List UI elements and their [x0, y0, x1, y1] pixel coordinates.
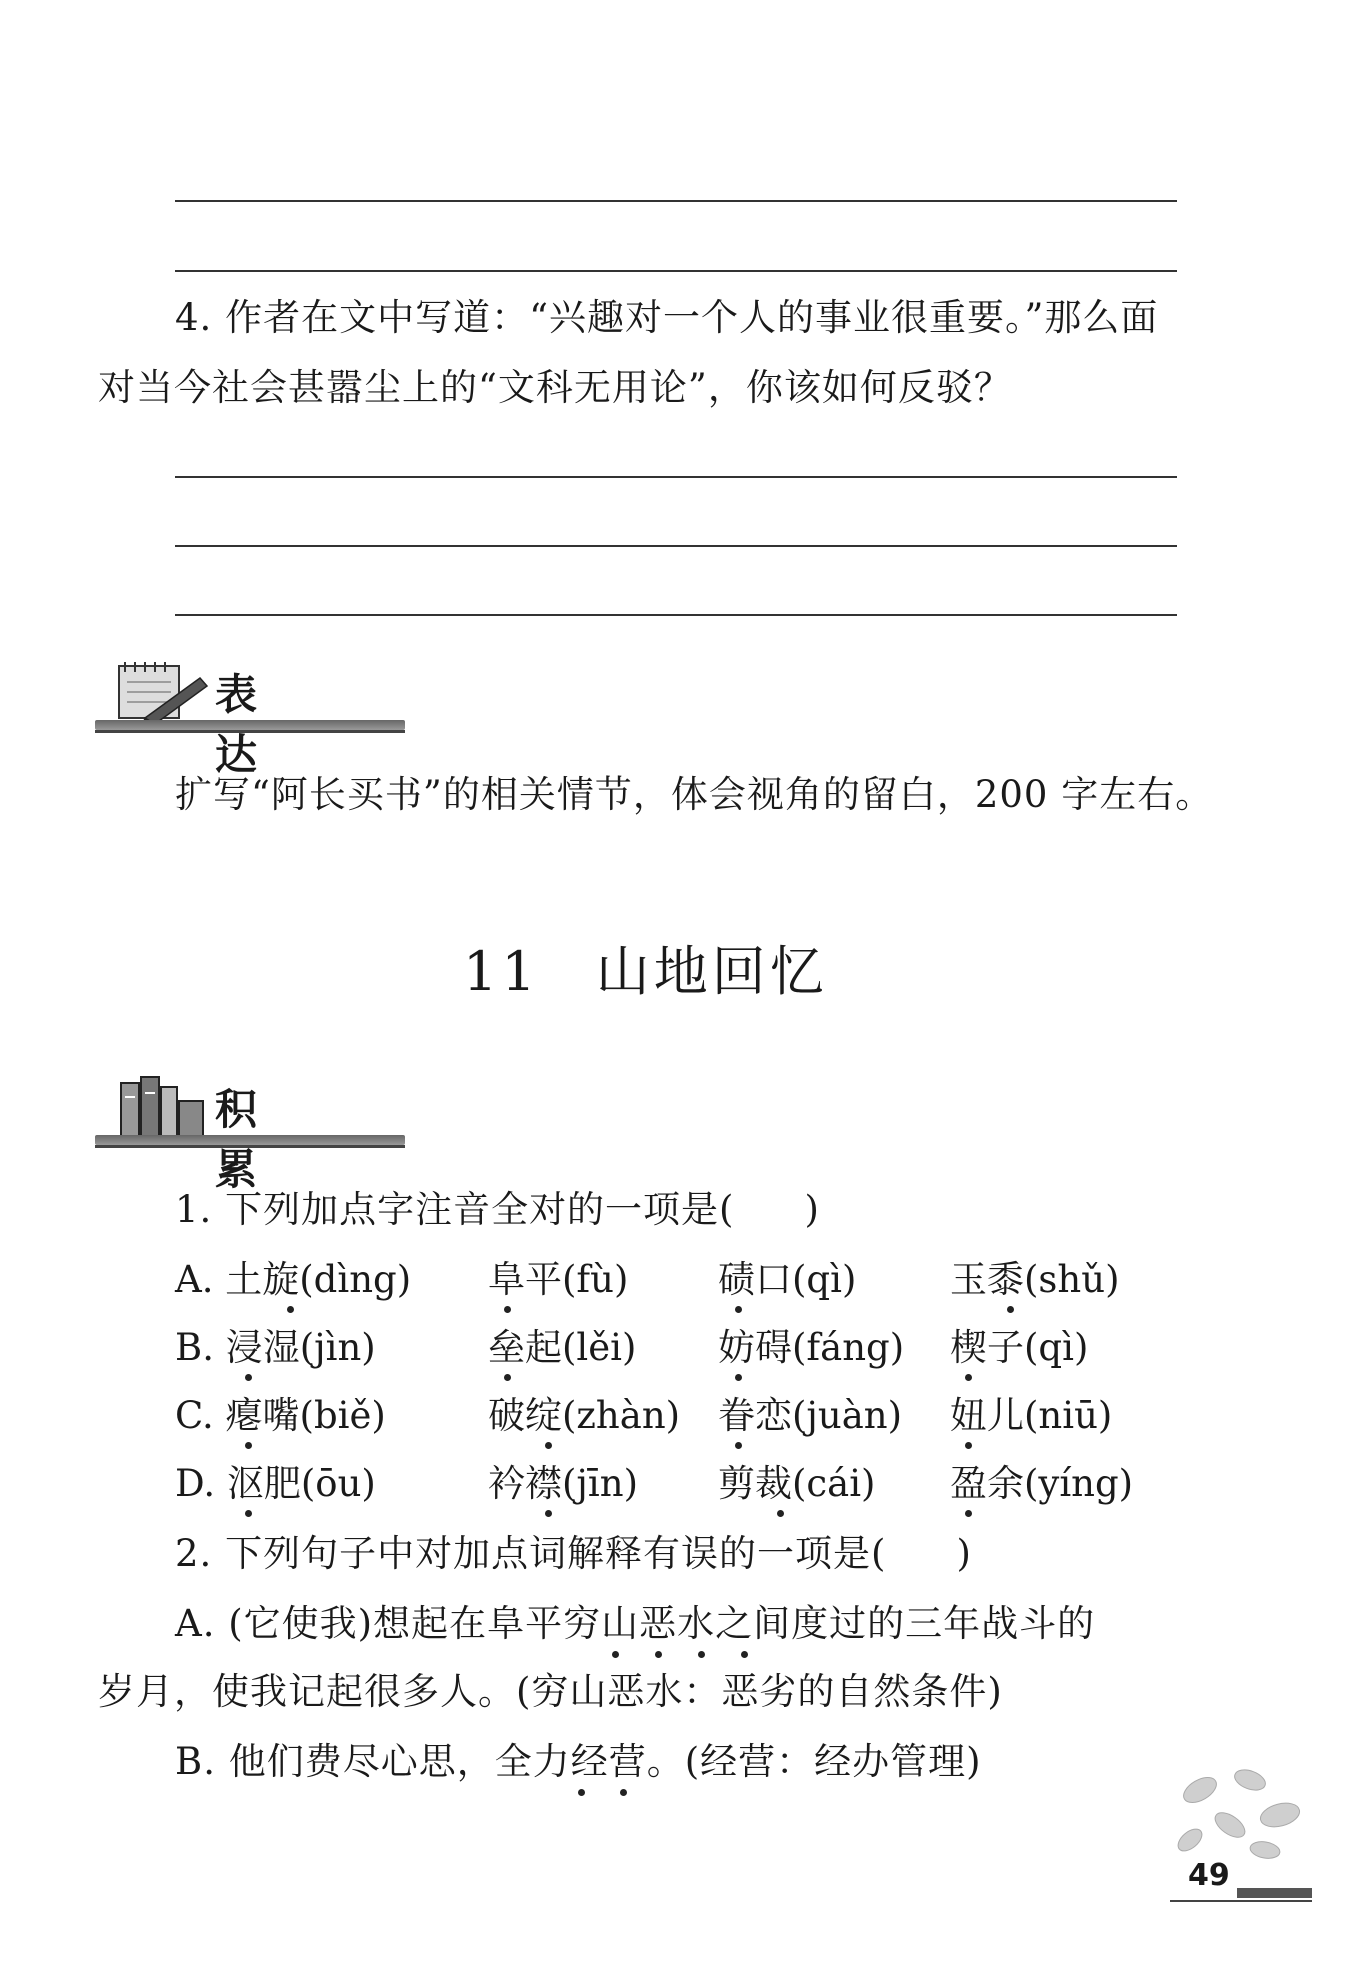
emphasis-dot [245, 1374, 252, 1381]
emphasis-dot [735, 1442, 742, 1449]
emphasis-dot [245, 1442, 252, 1449]
leaf-decoration-icon [1160, 1760, 1310, 1870]
emphasis-dot [735, 1374, 742, 1381]
mc1-option-d-2: 衿襟(jīn) [488, 1462, 639, 1505]
mc2-option-b[interactable]: B. 他们费尽心思，全力经营。(经营：经办管理) [175, 1740, 982, 1783]
answer-line[interactable] [175, 614, 1177, 616]
emphasis-dot [965, 1510, 972, 1517]
answer-line[interactable] [175, 545, 1177, 547]
emphasis-dot [1007, 1306, 1014, 1313]
mc1-option-b-2: 垒起(lěi) [488, 1326, 637, 1369]
emphasis-dot [777, 1510, 784, 1517]
mc1-option-d-4: 盈余(yíng) [950, 1462, 1134, 1505]
mc1-option-c-3: 眷恋(juàn) [718, 1394, 903, 1437]
mc1-option-a-2: 阜平(fù) [488, 1258, 629, 1301]
answer-line[interactable] [175, 200, 1177, 202]
page-number: 49 [1188, 1858, 1230, 1893]
mc1-option-b[interactable]: B. 浸湿(jìn) [175, 1326, 376, 1369]
answer-line[interactable] [175, 476, 1177, 478]
question-4-line-2: 对当今社会甚嚣尘上的“文科无用论”，你该如何反驳？ [98, 366, 1012, 409]
emphasis-dot [287, 1306, 294, 1313]
emphasis-dot [965, 1374, 972, 1381]
mc1-option-a-4: 玉黍(shǔ) [950, 1258, 1120, 1301]
emphasis-dot [735, 1306, 742, 1313]
section-title-accumulate: 积 累 [215, 1085, 298, 1194]
section-header-accumulate [95, 1075, 405, 1194]
emphasis-dot [612, 1651, 619, 1658]
mc1-option-c[interactable]: C. 瘪嘴(biě) [175, 1394, 386, 1437]
mc2-stem-text: 2. 下列句子中对加点词解释有误的一项是( [175, 1532, 887, 1575]
mc1-option-a-3: 碛口(qì) [718, 1258, 857, 1301]
mc1-option-c-2: 破绽(zhàn) [488, 1394, 681, 1437]
mc1-option-b-4: 楔子(qì) [950, 1326, 1089, 1369]
mc2-stem [175, 1532, 972, 1576]
mc2-stem-close: ) [956, 1532, 972, 1575]
page-number-bar [1237, 1888, 1312, 1898]
lesson-title [463, 940, 828, 1004]
emphasis-dot [245, 1510, 252, 1517]
mc1-option-d-3: 剪裁(cái) [718, 1462, 876, 1505]
emphasis-dot [965, 1442, 972, 1449]
question-4-line-1: 4. 作者在文中写道：“兴趣对一个人的事业很重要。”那么面 [175, 296, 1159, 339]
emphasis-dot [504, 1374, 511, 1381]
mc1-stem [175, 1188, 820, 1232]
mc2-option-a-line-1[interactable]: A. (它使我)想起在阜平穷山恶水之间度过的三年战斗的 [175, 1602, 1096, 1645]
emphasis-dot [545, 1510, 552, 1517]
page-number-rule [1170, 1900, 1312, 1902]
section-title-expression: 表 达 [215, 670, 298, 779]
emphasis-dot [655, 1651, 662, 1658]
mc1-option-a[interactable]: A. 土旋(dìng) [175, 1258, 412, 1301]
emphasis-dot [698, 1651, 705, 1658]
mc1-stem-text: 1. 下列加点字注音全对的一项是( [175, 1188, 735, 1231]
mc1-option-b-3: 妨碍(fáng) [718, 1326, 905, 1369]
section-header-expression [95, 660, 405, 779]
answer-line[interactable] [175, 270, 1177, 272]
lesson-name: 山地回忆 [595, 940, 828, 1003]
expression-task: 扩写“阿长买书”的相关情节，体会视角的留白，200 字左右。 [175, 773, 1214, 816]
emphasis-dot [545, 1442, 552, 1449]
emphasis-dot [620, 1789, 627, 1796]
mc1-stem-close: ) [804, 1188, 820, 1231]
emphasis-dot [504, 1306, 511, 1313]
lesson-number: 11 [463, 940, 540, 1003]
mc1-option-c-4: 妞儿(niū) [950, 1394, 1113, 1437]
mc1-option-d[interactable]: D. 沤肥(ōu) [175, 1462, 376, 1505]
emphasis-dot [578, 1789, 585, 1796]
emphasis-dot [741, 1651, 748, 1658]
mc2-option-a-line-2: 岁月，使我记起很多人。(穷山恶水：恶劣的自然条件) [98, 1670, 1003, 1713]
